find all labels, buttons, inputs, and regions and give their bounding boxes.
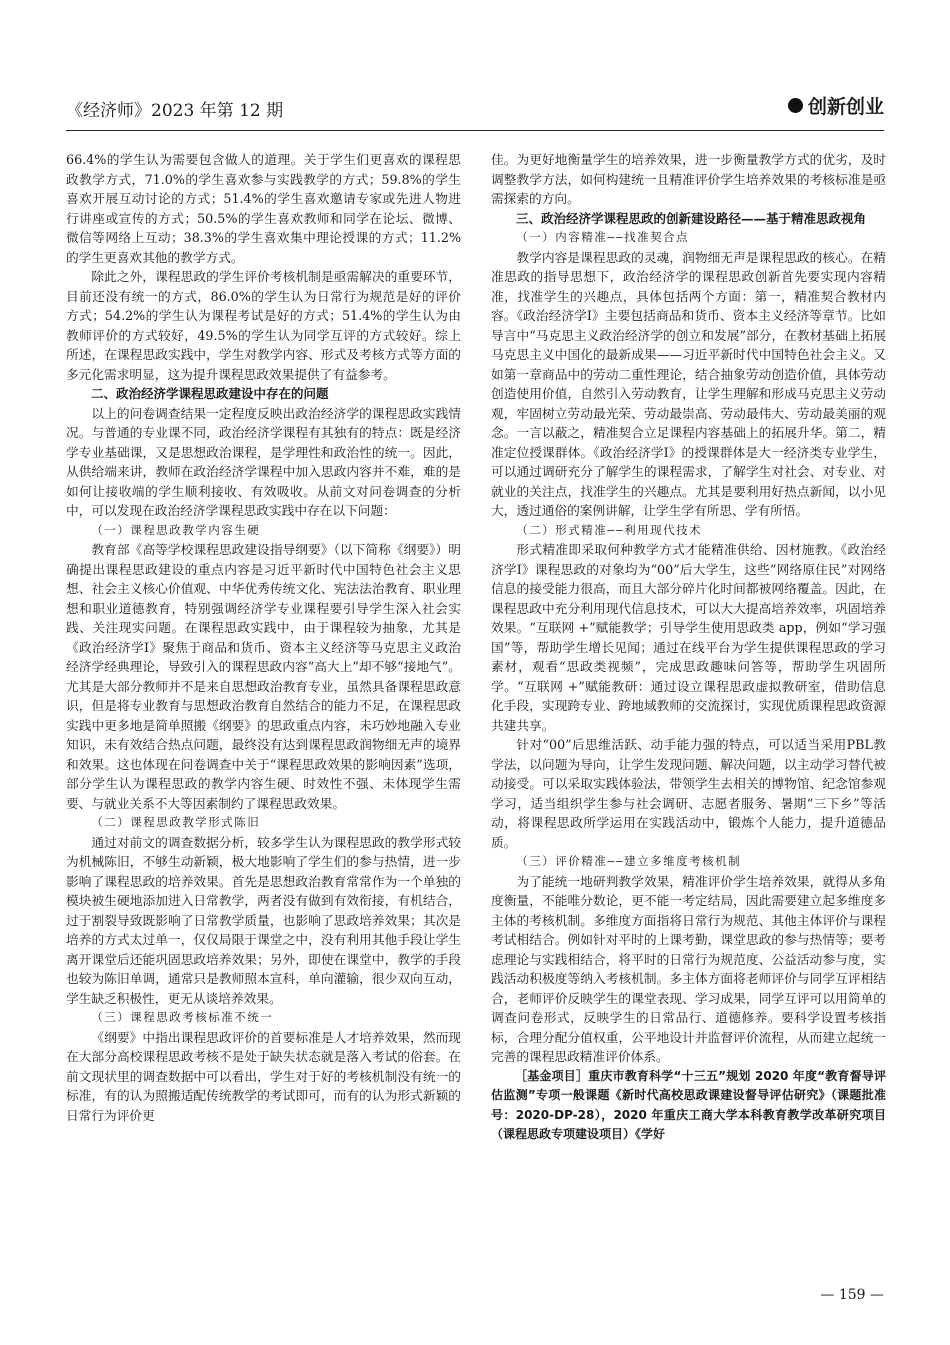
- page-number: — 159 —: [820, 1287, 884, 1303]
- section-label: 创新创业: [807, 96, 884, 118]
- paragraph: 针对“00”后思维活跃、动手能力强的特点，可以适当采用PBL教学法，以问题为导向，让学生发现问题、解决问题，以主动学习替代被动接受。可以采取实践体验法，带领学生去相关的博物馆、纪念馆参观学习，适当组织学生参与社会调研、志愿者服务、暑期“三下乡”等活动，将课程思政所学运用在实践活动中，锻炼个人能力，提升道德品质。: [491, 737, 886, 850]
- bullet-dot-icon: [788, 98, 803, 113]
- left-column: [66, 150, 461, 1125]
- journal-title: 《经济师》2023 年第 12 期: [66, 101, 284, 121]
- paragraph: 形式精准即采取何种教学方式才能精准供给、因材施教。《政治经济学Ⅰ》课程思政的对象均为“00”后大学生，这些“网络原住民”对网络信息的接受能力很高，而且大部分碎片化时间都被网络覆盖。因此，在课程思政中充分利用现代信息技术，可以大大提高培养效率，巩固培养效果。“互联网 +”赋能教学；引导学生使用思政类 app，例如“学习强国”等，帮助学生增长见闻；通过在线平台为学生提供课程思政的学习素材，观看“思政类视频”，完成思政趣味问答等，帮助学生巩固所学。“互联网 +”赋能教研：通过设立课程思政虚拟教研室，借助信息化手段，实现跨专业、跨地域教师的交流探讨，实现优质课程思政资源共建共享。: [491, 542, 886, 733]
- section-heading-3: 三、政治经济学课程思政的创新建设路径——基于精准思政视角: [516, 210, 867, 226]
- paragraph: 除此之外，课程思政的学生评价考核机制是亟需解决的重要环节，目前还没有统一的方式，86.0%的学生认为日常行为规范是好的评价方式；54.2%的学生认为课程考试是好的方式；51.4%的学生认为由教师评价的方式较好，49.5%的学生认为同学互评的方式较好。综上所述，在课程思政实践中，学生对教学内容、形式及考核方式等方面的多元化需求明显，这为提升课程思政效果提供了有益参考。: [66, 269, 461, 382]
- paragraph: 教学内容是课程思政的灵魂，润物细无声是课程思政的核心。在精准思政的指导思想下，政治经济学的课程思政创新首先要实现内容精准，找准学生的兴趣点，具体包括两个方面：第一，精准契合教材内容。《政治经济学Ⅰ》主要包括商品和货币、资本主义经济等章节。比如导言中“马克思主义政治经济学的创立和发展”部分，在教材基础上拓展马克思主义中国化的最新成果——习近平新时代中国特色社会主义。又如第一章商品中的劳动二重性理论，结合抽象劳动创造价值，具体劳动创造使用价值，自然引入劳动教育，让学生理解和形成马克思主义劳动观，牢固树立劳动最光荣、劳动最崇高、劳动最伟大、劳动最美丽的观念。一言以蔽之，精准契合立足课程内容基础上的拓展升华。第二，精准定位授课群体。《政治经济学Ⅰ》的授课群体是大一经济类专业学生，可以通过调研充分了解学生的课程需求，了解学生对社会、对专业、对就业的关注点，找准学生的兴趣点。尤其是要利用好热点新闻，以小见大，透过通俗的案例讲解，让学生学有所思、学有所悟。: [491, 249, 886, 518]
- subsection-heading-content: （一）内容精准——找准契合点: [516, 230, 690, 244]
- right-column: [491, 150, 886, 1145]
- subsection-heading-3: （三）课程思政考核标准不统一: [91, 1010, 274, 1024]
- subsection-heading-1: （一）课程思政教学内容生硬: [91, 522, 261, 537]
- paragraph: 以上的问卷调查结果一定程度反映出政治经济学的课程思政实践情况。与普通的专业课不同，政治经济学课程有其独有的特点：既是经济学专业基础课，又是思想政治课程，是学理性和政治性的统一。因此，从供给端来讲，教师在政治经济学课程中加入思政内容并不难，难的是如何让接收端的学生顺利接收、有效吸收。从前文对问卷调查的分析中，可以发现在政治经济学课程思政实践中存在以下问题：: [66, 405, 461, 518]
- paragraph: 为了能统一地研判教学效果，精准评价学生培养效果，就得从多角度衡量，不能唯分数论，更不能一考定结局，因此需要建立起多维度多主体的考核机制。多维度方面指将日常行为规范、其他主体评价与课程考试相结合。例如针对平时的上课考勤，课堂思政的参与热情等；要考虑理论与实践相结合，将平时的日常行为规范度、公益活动参与度，实践活动积极度等纳入考核机制。多主体方面将老师评价与同学互评相结合，老师评价反映学生的课堂表现、学习成果，同学互评可以用简单的调查问卷形式，反映学生的日常品行、道德修养。要科学设置考核指标，合理分配分值权重，公平地设计并监督评价流程，从而建立起统一完善的课程思政精准评价体系。: [491, 873, 886, 1064]
- fund-note: ［基金项目］重庆市教育科学“十三五”规划 2020 年度“教育督导评估监测”专项一般课题《新时代高校思政课建设督导评估研究》（课题批准号：2020-DP-28），2020 年重庆工商大学本科教育教学改革研究项目（课程思政专项建设项目）《学好: [491, 1068, 886, 1141]
- paragraph: 66.4%的学生认为需要包含做人的道理。关于学生们更喜欢的课程思政教学方式，71.0%的学生喜欢参与实践教学的方式；59.8%的学生喜欢开展互动讨论的方式；51.4%的学生喜欢邀请专家或先进人物进行讲座或宣传的方式；50.5%的学生喜欢教师和同学在论坛、微博、微信等网络上互动；38.3%的学生喜欢集中理论授课的方式；11.2%的学生更喜欢其他的教学方式。: [66, 152, 461, 265]
- subsection-heading-evaluation: （三）评价精准——建立多维度考核机制: [516, 854, 742, 868]
- paragraph: 教育部《高等学校课程思政建设指导纲要》（以下简称《纲要》）明确提出课程思政建设的重点内容是习近平新时代中国特色社会主义思想、社会主义核心价值观、中华优秀传统文化、宪法法治教育、职业理想和职业道德教育，特别强调经济学专业课程要引导学生深入社会实践、关注现实问题。在课程思政实践中，由于课程较为抽象，尤其是《政治经济学Ⅰ》聚焦于商品和货币、资本主义经济等马克思主义政治经济学经典理论，导致引入的课程思政内容“高大上”却不够“接地气”。尤其是大部分教师并不是来自思想政治教育专业，虽然具备课程思政意识，但是将专业教育与思想政治教育自然结合的能力不足，在课程思政实践中更多地是简单照搬《纲要》的思政重点内容，未巧妙地融入专业知识，未有效结合热点问题，最终没有达到课程思政润物细无声的境界和效果。这也体现在问卷调查中关于“课程思政效果的影响因素”选项，部分学生认为课程思政的教学内容生硬、时效性不强、未体现学生需要、与就业关系不大等因素制约了课程思政效果。: [66, 542, 461, 811]
- paragraph: 佳。为更好地衡量学生的培养效果，进一步衡量教学方式的优劣，及时调整教学方法，如何构建统一且精准评价学生培养效果的考核标准是亟需探索的方向。: [491, 152, 886, 206]
- subsection-heading-form: （二）形式精准——利用现代技术: [516, 522, 703, 537]
- paragraph: 《纲要》中指出课程思政评价的首要标准是人才培养效果，然而现在大部分高校课程思政考核不是处于缺失状态就是落入考试的俗套。在前文现状里的调查数据中可以看出，学生对于好的考核机制没有统一的标准，有的认为照搬适配传统教学的考试即可，而有的认为形式新颖的日常行为评价更: [66, 1029, 461, 1123]
- subsection-heading-2: （二）课程思政教学形式陈旧: [91, 815, 261, 829]
- section-title: [788, 92, 884, 119]
- header-divider: [66, 130, 884, 131]
- section-heading-2: 二、政治经济学课程思政建设中存在的问题: [91, 386, 329, 401]
- paragraph: 通过对前文的调查数据分析，较多学生认为课程思政的教学形式较为机械陈旧，不够生动新颖，极大地影响了学生们的参与热情，进一步影响了课程思政的培养效果。首先是思想政治教育常常作为一个单独的模块被生硬地添加进入日常教学，两者没有做到有效衔接，有机结合，过于割裂导致既影响了日常教学质量，也影响了思政培养效果；其次是培养的方式太过单一，仅仅局限于课堂之中，没有利用其他手段让学生离开课堂后还能巩固思政培养效果；另外，即使在课堂中，教学的手段也较为陈旧单调，通常只是教师照本宣科，单向灌输，很少双向互动，学生缺乏积极性，更无从谈培养效果。: [66, 834, 461, 1006]
